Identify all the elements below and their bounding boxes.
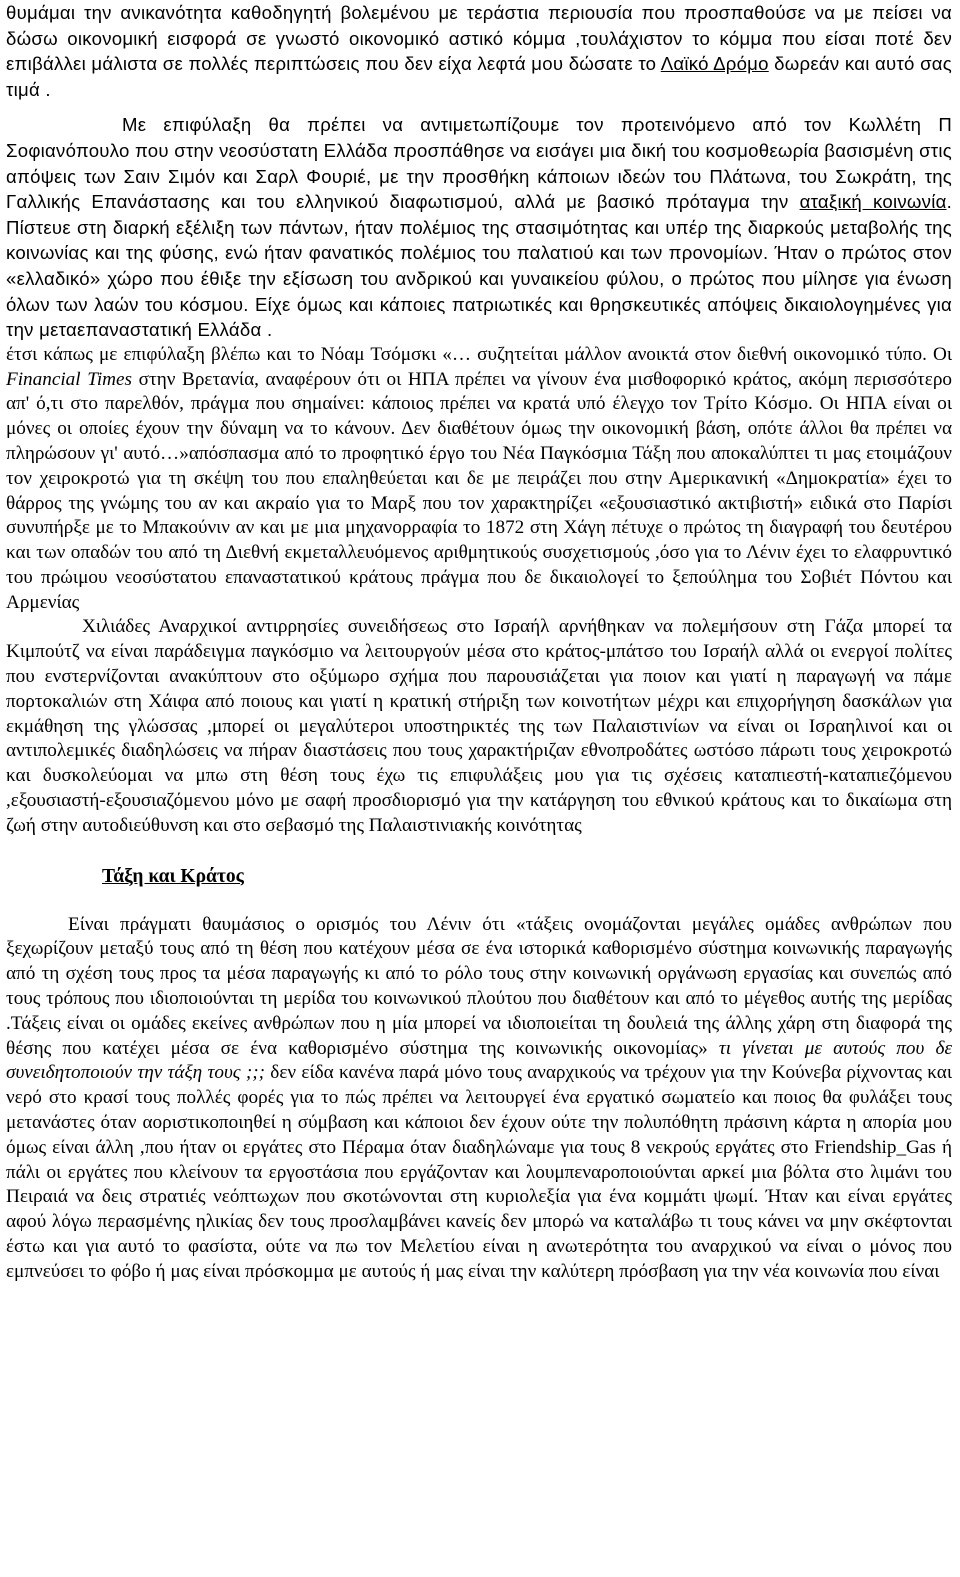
paragraph-5-text: Είναι πράγματι θαυμάσιος ο ορισμός του Λένιν ότι «τάξεις ονομάζονται μεγάλες ομάδες ανθρώπων που ξεχωρίζουν μεταξύ τους από τη θέση που κατέχουν μέσα σε ένα ιστορικά καθορισμένο σύστημα κοινωνικής παραγωγής από τη σχέση τους προς τα μέσα παραγωγής κι από το ρόλο τους στην κοινωνική οργάνωση εργασίας και συνεπώς από τους τρόπους που ιδιοποιούνται τη μερίδα του κοινωνικού πλούτου που διαθέτουν και από το μέγεθος αυτής της μερίδας .Τάξεις είναι οι ομάδες εκείνες ανθρώπων που η μία μπορεί να ιδιοποιείται τη δουλειά της άλλης χάρη στη διαφορά της θέσης που κατέχει μέσα σε ένα καθορισμένο σύστημα της κοινωνικής οικονομίας» (6, 913, 952, 1059)
paragraph-5-tail: δεν είδα κανένα παρά μόνο τους αναρχικούς να τρέχουν για την Κούνεβα ρίχνοντας και νερό στο κρασί τους πολλές φορές για το πώς πρέπει να λειτουργεί ένα εργατικό σωματείο και ποιος θα φυλάξει τους μετανάστες όταν αοριστικοποιηθεί η σύμβαση και κάποιοι δεν έχουν ούτε την πολυπόθητη πράσινη κάρτα η απορία μου όμως είναι άλλη ,που ήταν οι εργάτες στο Πέραμα όταν διαδηλώναμε για τους 8 νεκρούς εργάτες στο Friendship_Gas ή πάλι οι εργάτες που κλείνουν τα εργοστάσια που εργάζονταν και λουμπεναροποιούνται αρκεί μια βόλτα στο λιμάνι του Πειραιά να δεις στρατιές νεόπτωχων που σκοτώνονται στη κυριολεξία για ένα κομμάτι ψωμί. Ήταν και είναι εργάτες αφού λόγω περασμένης ηλικίας δεν τους προσλαμβάνει κανείς δεν μπορώ να καταλάβω τι τους κάνει να μην σκέφτονται έστω και για αυτό το φασίστα, ούτε να πω τον Μελετίου είναι η ανωτερότητα του αναρχικού να είναι ο μόνος που εμπνεύσει το φόβο ή μας είναι πρόσκομμα με αυτούς ή μας είναι την καλύτερη πρόσβαση για την νέα κοινωνία που είναι (6, 1062, 952, 1282)
spacer (6, 102, 952, 112)
paragraph-2-text: Με επιφύλαξη θα πρέπει να αντιμετωπίζουμε τον προτεινόμενο από τον Κωλλέτη Π Σοφιανόπουλο που στην νεοσύστατη Ελλάδα προσπάθησε να εισάγει μια δική του κοσμοθεωρία βασισμένη στις απόψεις των Σαιν Σιμόν και Σαρλ Φουριέ, με την προσθήκη κάποιων ιδεών του Πλάτωνα, του Σωκράτη, της Γαλλικής Επανάστασης και του ελληνικού διαφωτισμού, αλλά με βασικό πρόταγμα την (6, 114, 952, 213)
paragraph-1-text: θυμάμαι την ανικανότητα καθοδηγητή βολεμένου με τεράστια περιουσία που προσπαθούσε να με πείσει να δώσω οικονομική εισφορά σε γνωστό οικονομικό αστικό κόμμα ,τουλάχιστον το κόμμα που είσαι ποτέ δεν επιβάλλει μάλιστα σε πολλές περιπτώσεις που δεν είχα λεφτά μου δώσατε το (6, 2, 952, 75)
paragraph-3-tail: στην Βρετανία, αναφέρουν ότι οι ΗΠΑ πρέπει να γίνουν ένα μισθοφορικό κράτος, ακόμη περισσότερο απ' ό,τι στο παρελθόν, πράγμα που σημαίνει: κάποιος πρέπει να κρατά υπό έλεγχο τον Τρίτο Κόσμο. Οι ΗΠΑ είναι οι μόνες οι οποίες έχουν την δύναμη να το κάνουν. Δεν διαθέτουν όμως την οικονομική βάση, οπότε άλλοι θα πρέπει να πληρώσουν γι' αυτό…»απόσπασμα από το προφητικό έργο του Νέα Παγκόσμια Τάξη που αποκαλύπτει τι μας ετοιμάζουν τον χειροκροτώ για τη σκέψη του που επαληθεύεται και δε με πειράζει που στην Αμερικανική «Δημοκρατία» έχει το θάρρος της γνώμης του αν και ακραίο για το Μαρξ που τον χαρακτηρίζει «εξουσιαστικό ακτιβιστή» ειδικά στο Παρίσι συνυπήρξε με το Μπακούνιν αν και με μια μηχανορραφία το 1872 στη Χάγη πέτυχε ο πρώτος τη διαγραφή του δευτέρου και των οπαδών του από τη Διεθνή εκμεταλλευόμενος αριθμητικούς συσχετισμούς ,όσο για το Λένιν έχει το ελαφρυντικό του πρώιμου νεοσύστατου επαναστατικού κράτους πράγμα που δε δικαιολογεί το ξεπούλημα του Σοβιέτ Πόντου και Αρμενίας (6, 368, 952, 613)
document-page (6, 0, 952, 1285)
paragraph-5 (6, 913, 952, 1285)
paragraph-5-italic: τι γίνεται με αυτούς που δε συνειδητοποιούν την τάξη τους ;;; (6, 1037, 953, 1084)
ataxiki-koinonia-link[interactable]: αταξική κοινωνία (799, 191, 947, 213)
paragraph-2-tail: . Πίστευε στη διαρκή εξέλιξη των πάντων, ήταν πολέμιος της στασιμότητας και υπέρ της διαρκούς μεταβολής της κοινωνίας και της φύσης, ενώ ήταν φανατικός πολέμιος του παλατιού και των προνομίων. Ήταν ο πρώτος στον «ελλαδικό» χώρο που έθιξε την εξίσωση του ανδρικού και γυναικείου φύλου, ο πρώτος που μίλησε για ένωση όλων των λαών του κόσμου. Είχε όμως και κάποιες πατριωτικές και θρησκευτικές απόψεις δικαιολογημένες για την μεταεπαναστατική Ελλάδα . (6, 191, 952, 341)
paragraph-3 (6, 343, 952, 616)
paragraph-4-text: Χιλιάδες Αναρχικοί αντιρρησίες συνειδήσεως στο Ισραήλ αρνήθηκαν να πολεμήσουν στη Γάζα μπορεί τα Κιμπούτζ να είναι παράδειγμα παγκόσμιο να λειτουργούν μέσα στο κράτος-μπάτσο του Ισραήλ αλλά οι ενεργοί πολίτες που ενστερνίζονται ανακύπτουν στο οξύμωρο σχήμα που παρουσιάζεται για ποιον και γιατί η παραγωγή να πάμε πορτοκαλιών στη Χάιφα από ποιους και γιατί η κρατική στήριξη των κοινοτήτων μέχρι και επιχορήγηση δασκάλων για εκμάθηση της γλώσσας ,μπορεί οι μεγαλύτεροι υποστηρικτές της των Παλαιστινίων να είναι οι Ισραηλινοί και οι αντιπολεμικές διαδηλώσεις να πήραν διαστάσεις που τους χαρακτήριζαν εθνοπροδάτες ωστόσο πάρωτι τους χειροκροτώ και δυσκολεύομαι να μπω στη θέση τους έχω τις επιφυλάξεις μου για τις σχέσεις καταπιεστή-καταπιεζόμενου ,εξουσιαστή-εξουσιαζόμενου μόνο με σαφή προσδιορισμό για την κατάργηση του εθνικού κράτους και το δικαίωμα στη ζωή στην αυτοδιεύθυνση και στο σεβασμό της Παλαιστινιακής κοινότητας (6, 616, 952, 836)
section-title: Τάξη και Κράτος (102, 865, 244, 887)
paragraph-1 (6, 0, 952, 102)
financial-times-italic: Financial Times (6, 368, 133, 390)
paragraph-3-text: έτσι κάπως με επιφύλαξη βλέπω και το Νόαμ Τσόμσκι «… συζητείται μάλλον ανοικτά στον διεθνή οικονομικό τύπο. Οι (6, 343, 952, 365)
paragraph-1-tail: δωρεάν και αυτό σας τιμά . (6, 53, 953, 100)
paragraph-2 (6, 112, 952, 342)
paragraph-4 (6, 615, 952, 838)
laiko-dromo-link[interactable]: Λαϊκό Δρόμο (660, 53, 769, 75)
